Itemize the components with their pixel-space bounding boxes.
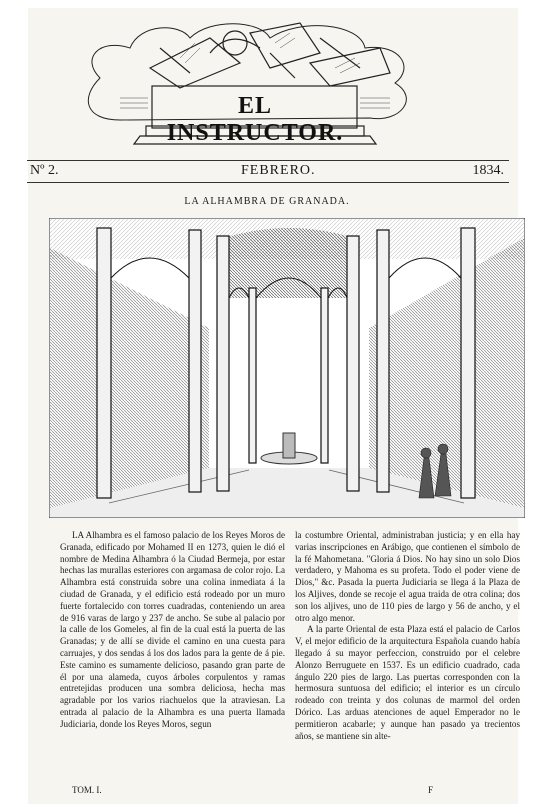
alhambra-engraving-illustration bbox=[49, 218, 525, 518]
issue-line bbox=[28, 163, 506, 183]
top-rule bbox=[27, 160, 509, 161]
article-right-column bbox=[295, 530, 520, 742]
article-title: LA ALHAMBRA DE GRANADA. bbox=[184, 196, 350, 207]
issue-month: FEBRERO. bbox=[241, 163, 316, 178]
issue-year: 1834. bbox=[472, 163, 504, 178]
signature-mark: F bbox=[428, 785, 434, 795]
bottom-rule bbox=[27, 182, 509, 183]
masthead bbox=[60, 8, 440, 148]
volume-footer: TOM. I. bbox=[72, 785, 102, 795]
masthead-title: EL INSTRUCTOR. bbox=[166, 93, 344, 146]
right-column-paragraph-2: A la parte Oriental de esta Plaza está el palacio de Carlos V, el mejor edificio de la arquitectura Española cuando había llegado á su mayor perfeccion, construido por el celebre Alonzo Berruguete en 1537. Es un edificio cuadrado, cada ángulo 220 pies de largo. Las puertas corresponden con la hermosura suntuosa del edificio; el interior es un círculo rodeado con treinta y dos colunas de marmol del orden Dórico. Las arduas atenciones de aquel Emperador no le permitieron acabarle; y aunque han pasado ya trecientos años, se mantiene sin alte- bbox=[295, 624, 520, 741]
article-left-column bbox=[60, 530, 285, 731]
right-column-paragraph-1: la costumbre Oriental, administraban justicia; y en ella hay varias inscripciones en Arábigo, que contienen el símbolo de la fé Mahometana. "Gloria á Dios. No hay sino un solo Dios verdadero, y Mahoma es su profeta. Todo el poder viene de Dios," &c. Pasada la puerta Judiciaria se llega á la Plaza de los Aljives, donde se recoje el agua traida de otra colina; dos son los aljives, uno de 110 pies de largo y 56 de ancho, y el otro algo menor. bbox=[295, 530, 520, 623]
left-column-text: LA Alhambra es el famoso palacio de los Reyes Moros de Granada, edificado por Mohamed II en 1273, quien le dió el nombre de Medina Alhambra ó la Ciudad Bermeja, por estar hechas las murallas esteriores con argamasa de color rojo. La Alhambra está construida sobre una colina inmediata á la ciudad de Granada, y el edificio está rodeado por un muro fuerte fortalecido con torres cuadradas, conteniendo un area de 916 varas de largo y 237 de ancho. Se sube al palacio por la calle de los Gomeles, al fin de la cual está la puerta de las Granadas; y de allí se divide el camino en una cuesta para carruajes, y dos sendas á los dos lados para la gente de á pie. Este camino es sumamente delicioso, pasando gran parte de él por una alameda, cuyos árboles corpulentos y ramas entretejidas producen una sombra deliciosa, hecha mas agradable por los varios riachuelos que la atraviesan. La entrada al palacio de la Alhambra es una puerta llamada Judiciaria, donde los Reyes Moros, segun bbox=[60, 530, 285, 729]
issue-number: Nº 2. bbox=[30, 163, 59, 178]
